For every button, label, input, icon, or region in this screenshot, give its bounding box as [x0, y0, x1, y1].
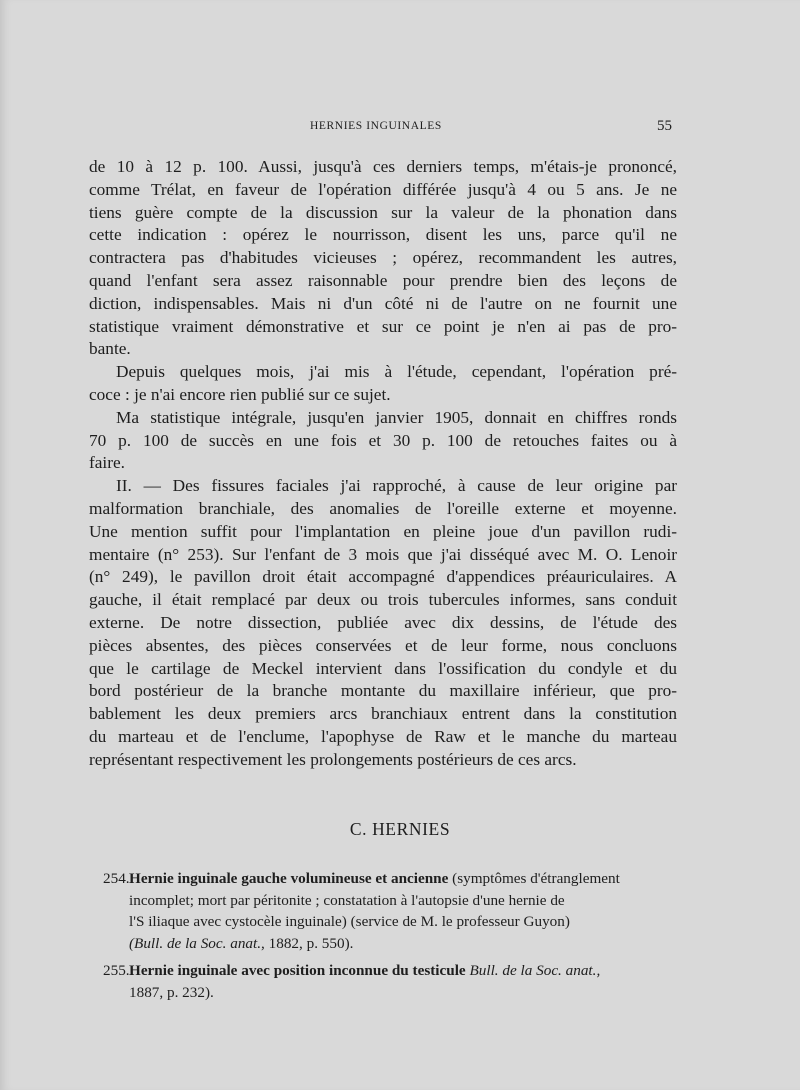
- text-line: diction, indispensables. Mais ni d'un côté ni de l'autre on ne fournit une: [89, 293, 677, 313]
- paragraph-3: [89, 407, 677, 475]
- text-line: comme Trélat, en faveur de l'opération différée jusqu'à 4 ou 5 ans. Je ne: [89, 179, 677, 199]
- reference-item: [103, 960, 678, 1003]
- text-line: du marteau et de l'enclume, l'apophyse de Raw et le manche du marteau: [89, 726, 677, 746]
- text-line: pièces absentes, des pièces conservées et de leur forme, nous concluons: [89, 635, 677, 655]
- reference-number: 255.: [103, 962, 130, 979]
- text-line: représentant respectivement les prolongements postérieurs de ces arcs.: [89, 749, 577, 769]
- text-line: faire.: [89, 453, 125, 473]
- text-line: malformation branchiale, des anomalies de l'oreille externe et moyenne.: [89, 498, 677, 518]
- reference-line: l'S iliaque avec cystocèle inguinale) (service de M. le professeur Guyon): [129, 913, 570, 930]
- text-line: mentaire (n° 253). Sur l'enfant de 3 mois que j'ai disséqué avec M. O. Lenoir: [89, 544, 677, 564]
- text-line: quand l'enfant sera assez raisonnable pour prendre bien des leçons de: [89, 270, 677, 290]
- paragraph-1: [89, 156, 677, 361]
- journal-title: Bull. de la Soc. anat.,: [465, 962, 601, 979]
- page-header: [0, 120, 800, 140]
- text-line: externe. De notre dissection, publiée avec dix dessins, de l'étude des: [89, 612, 677, 632]
- text-line: gauche, il était remplacé par deux ou trois tubercules informes, sans conduit: [89, 590, 677, 610]
- text-line: cette indication : opérez le nourrisson, disent les uns, parce qu'il ne: [89, 225, 677, 245]
- reference-text: (symptômes d'étranglement: [448, 870, 620, 887]
- text-line: bord postérieur de la branche montante du maxillaire inférieur, que pro-: [89, 681, 677, 701]
- journal-citation: 1887, p. 232).: [129, 983, 214, 1001]
- reference-title: Hernie inguinale avec position inconnue du testicule: [129, 962, 466, 979]
- paragraph-4: [89, 475, 677, 771]
- reference-number: 254.: [103, 870, 130, 887]
- text-line: coce : je n'ai encore rien publié sur ce sujet.: [89, 384, 391, 404]
- text-line: Depuis quelques mois, j'ai mis à l'étude, cependant, l'opération pré-: [116, 362, 677, 382]
- text-line: 70 p. 100 de succès en une fois et 30 p. 100 de retouches faites ou à: [89, 430, 677, 450]
- section-heading: C. HERNIES: [349, 819, 451, 839]
- text-line: bante.: [89, 339, 131, 359]
- journal-title: (Bull. de la Soc. anat.: [129, 934, 262, 952]
- text-line: II. — Des fissures faciales j'ai rapproché, à cause de leur origine par: [116, 476, 677, 496]
- page-number: 55: [657, 118, 672, 134]
- text-line: tiens guère compte de la discussion sur la valeur de la phonation dans: [89, 202, 677, 222]
- reference-item: [103, 868, 678, 954]
- reference-title: Hernie inguinale gauche volumineuse et ancienne: [129, 870, 449, 887]
- text-line: bablement les deux premiers arcs branchiaux entrent dans la constitution: [89, 704, 677, 724]
- text-line: contractera pas d'habitudes vicieuses ; opérez, recommandent les autres,: [89, 248, 677, 268]
- text-line: que le cartilage de Meckel intervient dans l'ossification du condyle et du: [89, 658, 677, 678]
- reference-list: [103, 868, 678, 1009]
- text-line: (n° 249), le pavillon droit était accompagné d'appendices préauriculaires. A: [89, 567, 677, 587]
- reference-line: incomplet; mort par péritonite ; constatation à l'autopsie d'une hernie de: [129, 891, 565, 909]
- text-line: Ma statistique intégrale, jusqu'en janvier 1905, donnait en chiffres ronds: [116, 407, 677, 427]
- text-line: Une mention suffit pour l'implantation en pleine joue d'un pavillon rudi-: [89, 521, 677, 541]
- reference-source: [103, 933, 678, 955]
- text-line: statistique vraiment démonstrative et sur ce point je n'en ai pas de pro-: [89, 316, 677, 336]
- running-head: HERNIES INGUINALES: [310, 120, 442, 132]
- paragraph-2: [89, 361, 677, 407]
- text-line: de 10 à 12 p. 100. Aussi, jusqu'à ces derniers temps, m'étais-je prononcé,: [89, 157, 677, 176]
- body-text: [89, 156, 677, 772]
- journal-citation: , 1882, p. 550).: [261, 934, 354, 952]
